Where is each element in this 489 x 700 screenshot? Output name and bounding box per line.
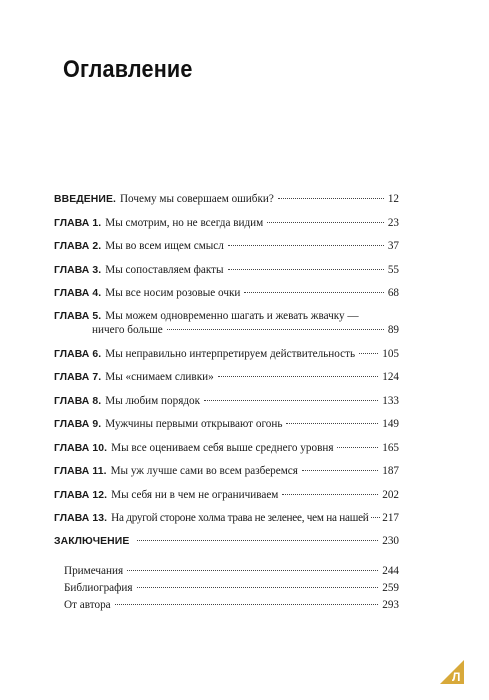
toc-text: От автора <box>64 599 111 611</box>
toc-label: ГЛАВА 7. <box>54 372 102 383</box>
toc-text: Мы неправильно интерпретируем действительность <box>105 348 356 360</box>
toc-text: На другой стороне холма трава не зеленее, чем на нашей <box>111 512 369 524</box>
toc-text: Примечания <box>64 565 124 577</box>
toc-text: Мы во всем ищем смысл <box>105 240 224 252</box>
toc-page-number: 202 <box>382 489 399 501</box>
toc-page-number: 187 <box>382 465 399 477</box>
toc-entry-intro[interactable] <box>54 192 399 206</box>
toc-label: ГЛАВА 8. <box>54 396 102 407</box>
toc-page-number: 230 <box>382 535 399 547</box>
toc-page-number: 133 <box>382 395 399 407</box>
toc-text: Мы сопоставляем факты <box>105 264 224 276</box>
toc-entry-chapter-2[interactable] <box>54 239 399 253</box>
toc-label: ГЛАВА 5. <box>54 311 102 322</box>
toc-entry-chapter-7[interactable] <box>54 370 399 384</box>
leader-dots <box>228 245 384 246</box>
toc-text: Почему мы совершаем ошибки? <box>119 193 274 205</box>
toc-entry-chapter-13[interactable] <box>54 511 399 525</box>
toc-page-number: 68 <box>387 287 399 299</box>
toc-entry-notes[interactable] <box>64 564 399 578</box>
toc-entry-about-author[interactable] <box>64 598 399 612</box>
leader-dots <box>115 604 379 605</box>
leader-dots <box>137 587 379 588</box>
toc-page-number: 217 <box>382 512 399 524</box>
leader-dots <box>302 470 378 471</box>
toc-entry-chapter-8[interactable] <box>54 394 399 408</box>
toc-page-number: 165 <box>382 442 399 454</box>
toc-page-number: 37 <box>387 240 399 252</box>
leader-dots <box>218 376 378 377</box>
toc-entry-chapter-5[interactable] <box>54 309 399 337</box>
toc-entry-conclusion[interactable] <box>54 534 399 548</box>
toc-label: ГЛАВА 11. <box>54 466 107 477</box>
toc-text: Мы уж лучше сами во всем разберемся <box>110 465 298 477</box>
toc-entry-chapter-3[interactable] <box>54 263 399 277</box>
publisher-logo <box>438 658 464 684</box>
toc-label: ГЛАВА 4. <box>54 288 102 299</box>
toc-page-number: 23 <box>387 217 399 229</box>
toc-label: ГЛАВА 9. <box>54 419 102 430</box>
toc-page-number: 124 <box>382 371 399 383</box>
toc-entry-chapter-11[interactable] <box>54 464 399 478</box>
toc-entry-bibliography[interactable] <box>64 581 399 595</box>
toc-entry-chapter-4[interactable] <box>54 286 399 300</box>
leader-dots <box>282 494 378 495</box>
toc-page-number: 105 <box>382 348 399 360</box>
toc-label: ГЛАВА 1. <box>54 218 102 229</box>
toc-page-number: 244 <box>382 565 399 577</box>
toc-page-number: 293 <box>382 599 399 611</box>
toc-entry-chapter-10[interactable] <box>54 441 399 455</box>
page-title: Оглавление <box>63 56 193 83</box>
toc-page-number: 149 <box>382 418 399 430</box>
toc-page-number: 89 <box>387 324 399 336</box>
toc-text: Мы все носим розовые очки <box>105 287 241 299</box>
leader-dots <box>204 400 378 401</box>
toc-text-continued: ничего больше <box>92 324 163 336</box>
toc-entry-chapter-1[interactable] <box>54 216 399 230</box>
toc-label: ГЛАВА 6. <box>54 349 102 360</box>
toc-entry-chapter-9[interactable] <box>54 417 399 431</box>
toc-text: Мы все оцениваем себя выше среднего уровня <box>111 442 334 454</box>
toc-text: Библиография <box>64 582 133 594</box>
toc-text: Мы любим порядок <box>105 395 201 407</box>
toc-text: Мужчины первыми открывают огонь <box>105 418 283 430</box>
toc-text: Мы «снимаем сливки» <box>105 371 214 383</box>
leader-dots <box>137 540 378 541</box>
toc-label: ВВЕДЕНИЕ. <box>54 194 116 205</box>
leader-dots <box>167 329 384 330</box>
toc-text: Мы можем одновременно шагать и жевать жвачку — <box>105 310 359 322</box>
publisher-logo-icon <box>438 658 464 684</box>
leader-dots <box>267 222 384 223</box>
toc-label: ГЛАВА 2. <box>54 241 102 252</box>
toc-text: Мы смотрим, но не всегда видим <box>105 217 264 229</box>
toc-page-number: 55 <box>387 264 399 276</box>
leader-dots <box>127 570 378 571</box>
toc-entry-chapter-12[interactable] <box>54 488 399 502</box>
toc-label: ЗАКЛЮЧЕНИЕ <box>54 536 130 547</box>
publisher-logo-letter: Л <box>452 670 461 684</box>
leader-dots <box>244 292 383 293</box>
leader-dots <box>359 353 378 354</box>
toc-label: ГЛАВА 3. <box>54 265 102 276</box>
toc-page-number: 12 <box>387 193 399 205</box>
leader-dots <box>286 423 378 424</box>
leader-dots <box>371 517 381 518</box>
toc-entry-chapter-6[interactable] <box>54 347 399 361</box>
leader-dots <box>278 198 384 199</box>
leader-dots <box>228 269 384 270</box>
toc-label: ГЛАВА 12. <box>54 490 108 501</box>
leader-dots <box>337 447 378 448</box>
toc-label: ГЛАВА 10. <box>54 443 108 454</box>
toc-text: Мы себя ни в чем не ограничиваем <box>111 489 279 501</box>
toc-page-number: 259 <box>382 582 399 594</box>
toc-label: ГЛАВА 13. <box>54 513 108 524</box>
